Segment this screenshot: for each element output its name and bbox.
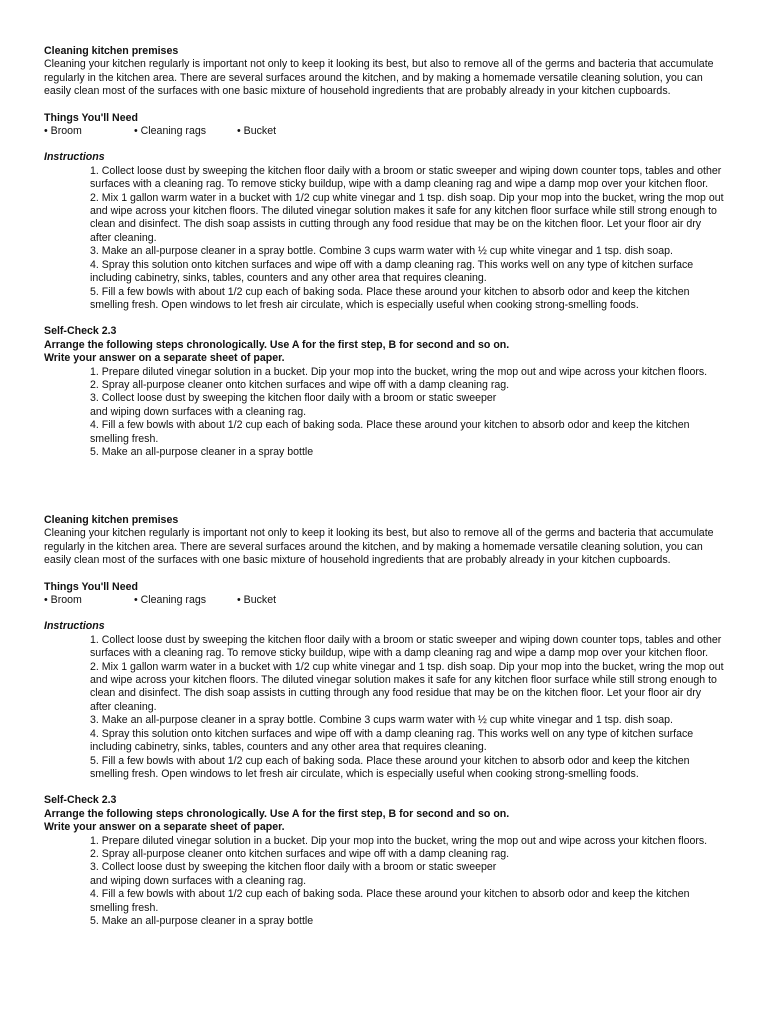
selfcheck-step: 3. Collect loose dust by sweeping the kitchen floor daily with a broom or static sweeper bbox=[90, 861, 497, 874]
selfcheck-step: 1. Prepare diluted vinegar solution in a bucket. Dip your mop into the bucket, wring the mop out and wipe across your kitchen floors. bbox=[90, 834, 708, 847]
instruction-step: 4. Spray this solution onto kitchen surfaces and wipe off with a damp cleaning rag. This works well on any type of kitchen surface including cabinetry, sinks, tables, counters and any other area that requires cleaning. bbox=[90, 727, 694, 754]
instruction-step: 4. Spray this solution onto kitchen surfaces and wipe off with a damp cleaning rag. This works well on any type of kitchen surface including cabinetry, sinks, tables, counters and any other area that requires cleaning. bbox=[90, 258, 694, 285]
selfcheck-step: 5. Make an all-purpose cleaner in a spray bottle bbox=[90, 914, 314, 927]
intro-paragraph: Cleaning your kitchen regularly is important not only to keep it looking its best, but also to remove all of the germs and bacteria that accumulate regularly in the kitchen area. There are several surfaces around the kitchen, and by making a homemade versatile cleaning solution, you can easily clean most of the surfaces with one basic mixture of household ingredients that are probably already in your kitchen cupboards. bbox=[44, 527, 714, 567]
intro-paragraph: Cleaning your kitchen regularly is important not only to keep it looking its best, but also to remove all of the germs and bacteria that accumulate regularly in the kitchen area. There are several surfaces around the kitchen, and by making a homemade versatile cleaning solution, you can easily clean most of the surfaces with one basic mixture of household ingredients that are probably already in your kitchen cupboards. bbox=[44, 58, 714, 98]
selfcheck-step: and wiping down surfaces with a cleaning rag. bbox=[90, 405, 307, 418]
selfcheck-step: 4. Fill a few bowls with about 1/2 cup each of baking soda. Place these around your kitchen to absorb odor and keep the kitchen smelling fresh. bbox=[90, 888, 690, 914]
selfcheck-instruction: Write your answer on a separate sheet of paper. bbox=[44, 821, 285, 834]
instruction-step: 2. Mix 1 gallon warm water in a bucket with 1/2 cup white vinegar and 1 tsp. dish soap. Dip your mop into the bucket, wring the mop out and wipe across your kitchen floors. The diluted vinegar solution makes it safe for any kitchen floor surface while still strong enough to clean and disinfect. The dish soap assists in cutting through any food residue that may be on the kitchen floor. Let your floor air dry after cleaning. bbox=[90, 660, 724, 713]
instruction-step: 2. Mix 1 gallon warm water in a bucket with 1/2 cup white vinegar and 1 tsp. dish soap. Dip your mop into the bucket, wring the mop out and wipe across your kitchen floors. The diluted vinegar solution makes it safe for any kitchen floor surface while still strong enough to clean and disinfect. The dish soap assists in cutting through any food residue that may be on the kitchen floor. Let your floor air dry after cleaning. bbox=[90, 191, 724, 244]
instruction-step: 3. Make an all-purpose cleaner in a spray bottle. Combine 3 cups warm water with ½ cup white vinegar and 1 tsp. dish soap. bbox=[90, 714, 673, 727]
selfcheck-step: 1. Prepare diluted vinegar solution in a bucket. Dip your mop into the bucket, wring the mop out and wipe across your kitchen floors. bbox=[90, 365, 708, 378]
selfcheck-instruction: Write your answer on a separate sheet of paper. bbox=[44, 352, 285, 365]
selfcheck-instruction: Arrange the following steps chronologically. Use A for the first step, B for second and so on. bbox=[44, 338, 510, 351]
instruction-step: 3. Make an all-purpose cleaner in a spray bottle. Combine 3 cups warm water with ½ cup white vinegar and 1 tsp. dish soap. bbox=[90, 245, 673, 258]
selfcheck-list bbox=[44, 366, 724, 460]
selfcheck-heading: Self-Check 2.3 bbox=[44, 325, 117, 338]
selfcheck-step: 3. Collect loose dust by sweeping the kitchen floor daily with a broom or static sweeper bbox=[90, 392, 497, 405]
instructions-heading: Instructions bbox=[44, 151, 105, 164]
selfcheck-step: 2. Spray all-purpose cleaner onto kitchen surfaces and wipe off with a damp cleaning rag. bbox=[90, 847, 510, 860]
needs-list bbox=[44, 125, 724, 138]
selfcheck-step: and wiping down surfaces with a cleaning rag. bbox=[90, 874, 307, 887]
needs-heading: Things You'll Need bbox=[44, 580, 138, 593]
section-title: Cleaning kitchen premises bbox=[44, 45, 179, 57]
selfcheck-instruction: Arrange the following steps chronologically. Use A for the first step, B for second and so on. bbox=[44, 807, 510, 820]
instructions-heading: Instructions bbox=[44, 620, 105, 633]
instruction-step: 1. Collect loose dust by sweeping the kitchen floor daily with a broom or static sweeper and wiping down counter tops, tables and other surfaces with a cleaning rag. To remove sticky buildup, wipe with a damp cleaning rag and wipe a damp mop over your kitchen floor. bbox=[90, 633, 722, 660]
instruction-step: 1. Collect loose dust by sweeping the kitchen floor daily with a broom or static sweeper and wiping down counter tops, tables and other surfaces with a cleaning rag. To remove sticky buildup, wipe with a damp cleaning rag and wipe a damp mop over your kitchen floor. bbox=[90, 164, 722, 191]
need-item: • Broom bbox=[44, 594, 82, 607]
selfcheck-heading: Self-Check 2.3 bbox=[44, 794, 117, 807]
selfcheck-step: 2. Spray all-purpose cleaner onto kitchen surfaces and wipe off with a damp cleaning rag. bbox=[90, 378, 510, 391]
need-item: • Cleaning rags bbox=[134, 125, 207, 138]
need-item: • Cleaning rags bbox=[134, 594, 207, 607]
need-item: • Bucket bbox=[237, 125, 277, 138]
selfcheck-list bbox=[44, 835, 724, 929]
needs-heading: Things You'll Need bbox=[44, 111, 138, 124]
content-block-2 bbox=[44, 514, 724, 928]
instruction-step: 5. Fill a few bowls with about 1/2 cup each of baking soda. Place these around your kitchen to absorb odor and keep the kitchen smelling fresh. Open windows to let fresh air circulate, which is especially useful when cooking strong-smelling foods. bbox=[90, 285, 690, 311]
section-title: Cleaning kitchen premises bbox=[44, 514, 179, 526]
selfcheck-step: 5. Make an all-purpose cleaner in a spray bottle bbox=[90, 445, 314, 458]
instruction-step: 5. Fill a few bowls with about 1/2 cup each of baking soda. Place these around your kitchen to absorb odor and keep the kitchen smelling fresh. Open windows to let fresh air circulate, which is especially useful when cooking strong-smelling foods. bbox=[90, 754, 690, 780]
need-item: • Bucket bbox=[237, 594, 277, 607]
instructions-list bbox=[44, 165, 724, 312]
instructions-list bbox=[44, 634, 724, 781]
needs-list bbox=[44, 594, 724, 607]
selfcheck-step: 4. Fill a few bowls with about 1/2 cup each of baking soda. Place these around your kitchen to absorb odor and keep the kitchen smelling fresh. bbox=[90, 419, 690, 445]
content-block-1 bbox=[44, 45, 724, 459]
need-item: • Broom bbox=[44, 125, 82, 138]
